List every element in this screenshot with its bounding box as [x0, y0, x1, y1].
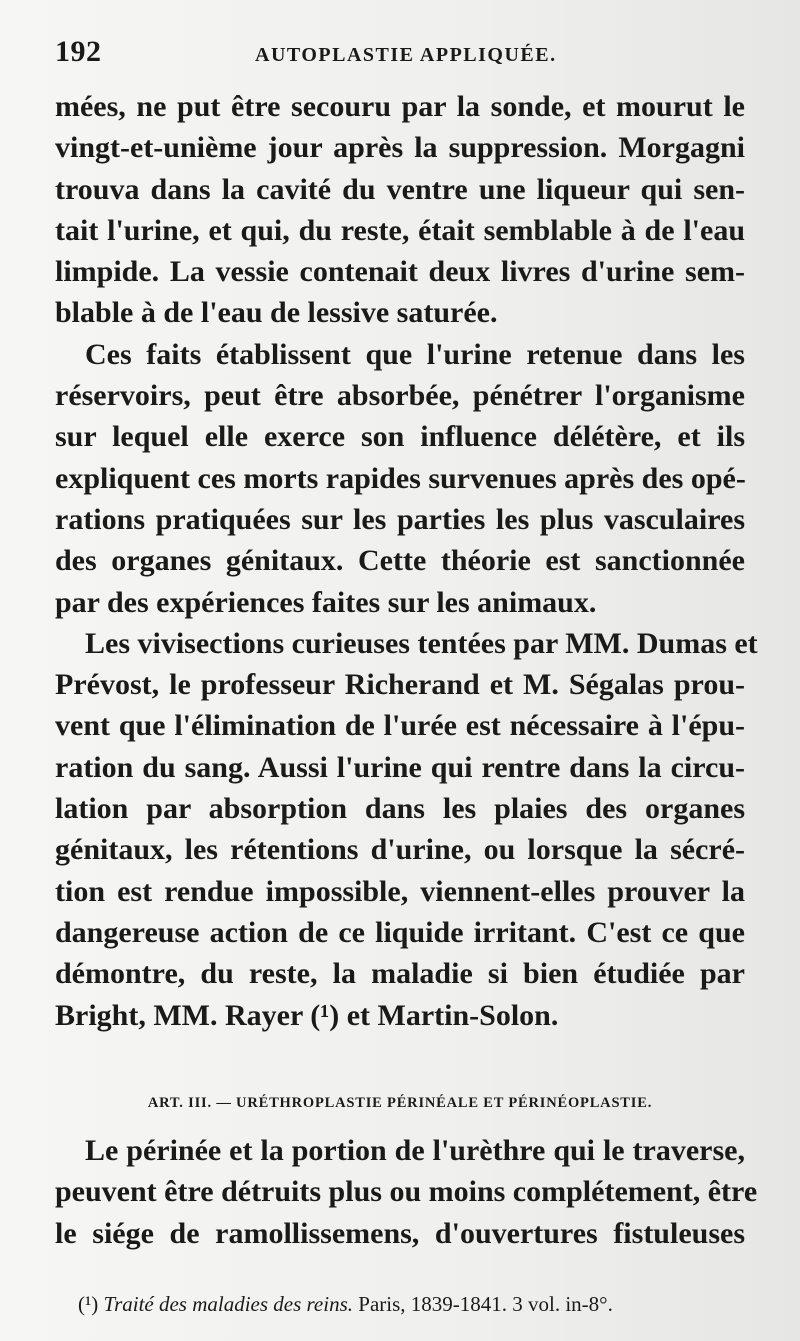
section-text	[55, 1130, 758, 1254]
running-title: AUTOPLASTIE APPLIQUÉE.	[255, 44, 557, 66]
text-line: Prévost, le professeur Richerand et M. Ségalas prou-	[55, 668, 745, 702]
text-line: limpide. La vessie contenait deux livres d'urine sem-	[55, 255, 745, 289]
section-heading: ART. III. — URÉTHROPLASTIE PÉRINÉALE ET PÉRINÉOPLASTIE.	[147, 1095, 653, 1111]
text-line: dangereuse action de ce liquide irritant. C'est ce que	[55, 915, 745, 949]
text-line: rations pratiquées sur les parties les plus vasculaires	[55, 502, 745, 536]
text-line: réservoirs, peut être absorbée, pénétrer l'organisme	[55, 379, 745, 413]
text-line: par des expériences faites sur les animaux.	[55, 585, 597, 619]
text-line: vingt-et-unième jour après la suppression. Morgagni	[55, 131, 745, 165]
text-line: sur lequel elle exerce son influence délétère, et ils	[55, 420, 745, 454]
text-line: blable à de l'eau de lessive saturée.	[55, 296, 498, 330]
running-head	[55, 35, 755, 75]
text-line: trouva dans la cavité du ventre une liqueur qui sen-	[55, 172, 745, 206]
text-line: le siége de ramollissemens, d'ouvertures fistuleuses	[55, 1216, 745, 1250]
text-line: démontre, du reste, la maladie si bien étudiée par	[55, 957, 745, 991]
text-line: peuvent être détruits plus ou moins complétement, être	[55, 1175, 758, 1209]
text-line: expliquent ces morts rapides survenues après des opé-	[55, 461, 746, 495]
text-line: tait l'urine, et qui, du reste, était semblable à de l'eau	[55, 213, 745, 247]
text-line: Le périnée et la portion de l'urèthre qui le traverse,	[85, 1134, 745, 1167]
text-line: génitaux, les rétentions d'urine, ou lorsque la sécré-	[55, 833, 745, 867]
page-number: 192	[55, 35, 102, 68]
main-text	[55, 86, 758, 1036]
text-line: mées, ne put être secouru par la sonde, et mourut le	[55, 90, 745, 123]
footnote-citation: Paris, 1839-1841. 3 vol. in-8°.	[358, 1292, 613, 1316]
text-line: Les vivisections curieuses tentées par MM. Dumas et	[85, 626, 758, 660]
text-line: ration du sang. Aussi l'urine qui rentre dans la circu-	[55, 750, 745, 784]
text-line: Bright, MM. Rayer (¹) et Martin-Solon.	[55, 998, 559, 1032]
text-line: tion est rendue impossible, viennent-elles prouver la	[55, 874, 745, 908]
text-line: lation par absorption dans les plaies des organes	[55, 792, 745, 826]
footnote-marker: (¹)	[78, 1292, 99, 1316]
text-line: Ces faits établissent que l'urine retenue dans les	[85, 337, 745, 371]
footnote-title: Traité des maladies des reins.	[103, 1292, 354, 1316]
text-line: des organes génitaux. Cette théorie est sanctionnée	[55, 544, 745, 578]
footnote	[78, 1292, 613, 1317]
text-line: vent que l'élimination de l'urée est nécessaire à l'épu-	[55, 709, 745, 743]
